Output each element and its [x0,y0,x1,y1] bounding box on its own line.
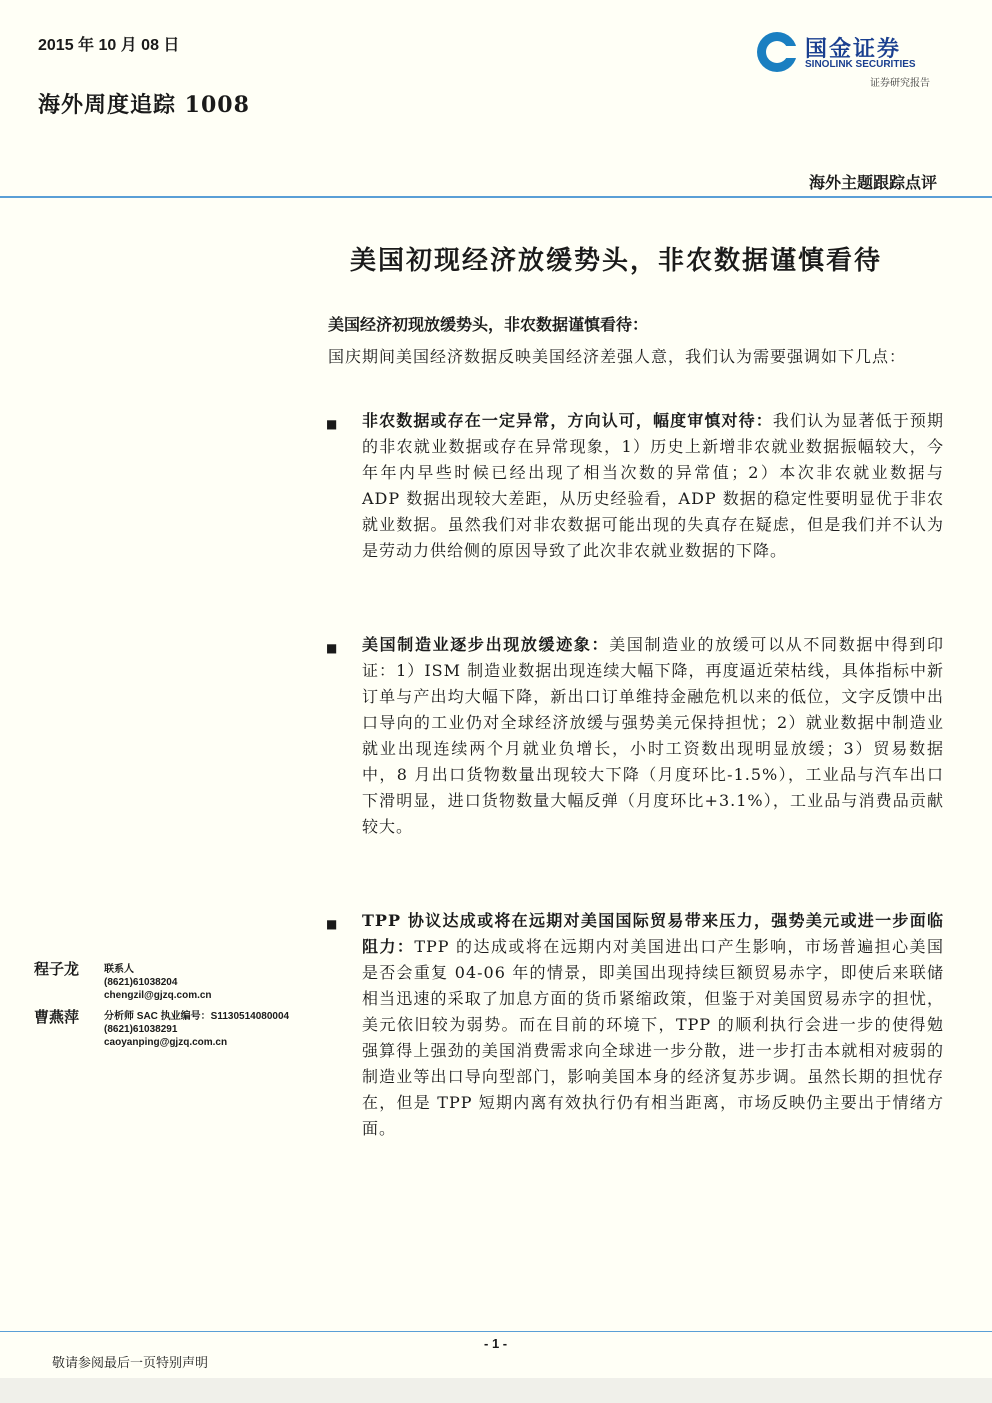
author-contact [104,1010,289,1049]
report-name: 海外周度追踪 1008 [38,92,250,118]
logo-subtitle: 证券研究报告 [870,78,930,89]
author-name: 曹燕萍 [34,1008,80,1026]
report-category: 海外主题跟踪点评 [808,173,937,192]
point-lead: 美国制造业逐步出现放缓迹象： [362,635,610,654]
author-email[interactable]: caoyanping@gjzq.com.cn [104,1037,228,1048]
author-name: 程子龙 [34,960,80,978]
point-paragraph [362,632,944,840]
logo-ring-icon [757,32,797,72]
point-text: 美国制造业的放缓可以从不同数据中得到印证：1）ISM 制造业数据出现连续大幅下降，再度逼近荣枯线，具体指标中新订单与产出均大幅下降，新出口订单维持金融危机以来的低位，文字反馈中出口导向的工业仍对全球经济放缓与强势美元保持担忧；2）就业数据中制造业就业出现连续两个月就业负增长，小时工资数出现明显放缓；3）贸易数据中，8 月出口货物数量出现较大下降（月度环比-1.5%），工业品与汽车出口下滑明显，进口货物数量大幅反弹（月度环比+3.1%），工业品与消费品贡献较大。 [362,635,944,836]
author-role: 联系人 [104,964,134,975]
disclaimer-note: 敬请参阅最后一页特别声明 [52,1356,209,1371]
author-email[interactable]: chengzil@gjzq.com.cn [104,990,212,1001]
bullet-icon: ■ [326,641,338,655]
bullet-icon: ■ [326,417,338,431]
main-title: 美国初现经济放缓势头，非农数据谨慎看待 [350,246,883,276]
point-lead: 非农数据或存在一定异常，方向认可，幅度审慎对待： [362,411,773,430]
logo-name-en: SINOLINK SECURITIES [805,59,916,70]
footer-divider [0,1331,992,1332]
logo-name-cn: 国金证券 [805,36,902,61]
author-phone: (8621)61038204 [104,977,178,988]
footer-band [0,1378,992,1403]
company-logo [757,30,947,90]
author-role: 分析师 SAC 执业编号：S1130514080004 [104,1011,290,1022]
point-text: TPP 的达成或将在远期内对美国进出口产生影响，市场普遍担心美国是否会重复 04-06 年的情景，即美国出现持续巨额贸易赤字，即使后来联储相当迅速的采取了加息方面的货币紧缩政策，但鉴于对美国贸易赤字的担忧，美元依旧较为弱势。而在目前的环境下，TPP 的顺利执行会进一步的使得勉强算得上强劲的美国消费需求向全球进一步分散，进一步打击本就相对疲弱的制造业等出口导向型部门，影响美国本身的经济复苏步调。虽然长期的担忧存在，但是 TPP 短期内离有效执行仍有相当距离，市场反映仍主要出于情绪方面。 [362,937,944,1138]
page-number: - 1 - [484,1336,508,1351]
author-phone: (8621)61038291 [104,1024,178,1035]
point-text: 我们认为显著低于预期的非农就业数据或存在异常现象，1）历史上新增非农就业数据振幅较大，今年年内早些时候已经出现了相当次数的异常值；2）本次非农就业数据与 ADP 数据出现较大差距，从历史经验看，ADP 数据的稳定性要明显优于非农就业数据。虽然我们对非农数据可能出现的失真存在疑虑，但是我们并不认为是劳动力供给侧的原因导致了此次非农就业数据的下降。 [362,411,944,560]
section-heading: 美国经济初现放缓势头，非农数据谨慎看待： [328,315,649,334]
header-divider [0,196,992,198]
point-paragraph [362,908,944,1142]
author-contact [104,963,212,1002]
intro-paragraph: 国庆期间美国经济数据反映美国经济差强人意，我们认为需要强调如下几点： [328,347,907,366]
report-date: 2015 年 10 月 08 日 [38,37,180,54]
point-paragraph [362,408,944,564]
point-lead: TPP 协议达成或将在远期对美国国际贸易带来压力，强势美元或进一步面临阻力： [362,911,944,956]
bullet-icon: ■ [326,917,338,931]
